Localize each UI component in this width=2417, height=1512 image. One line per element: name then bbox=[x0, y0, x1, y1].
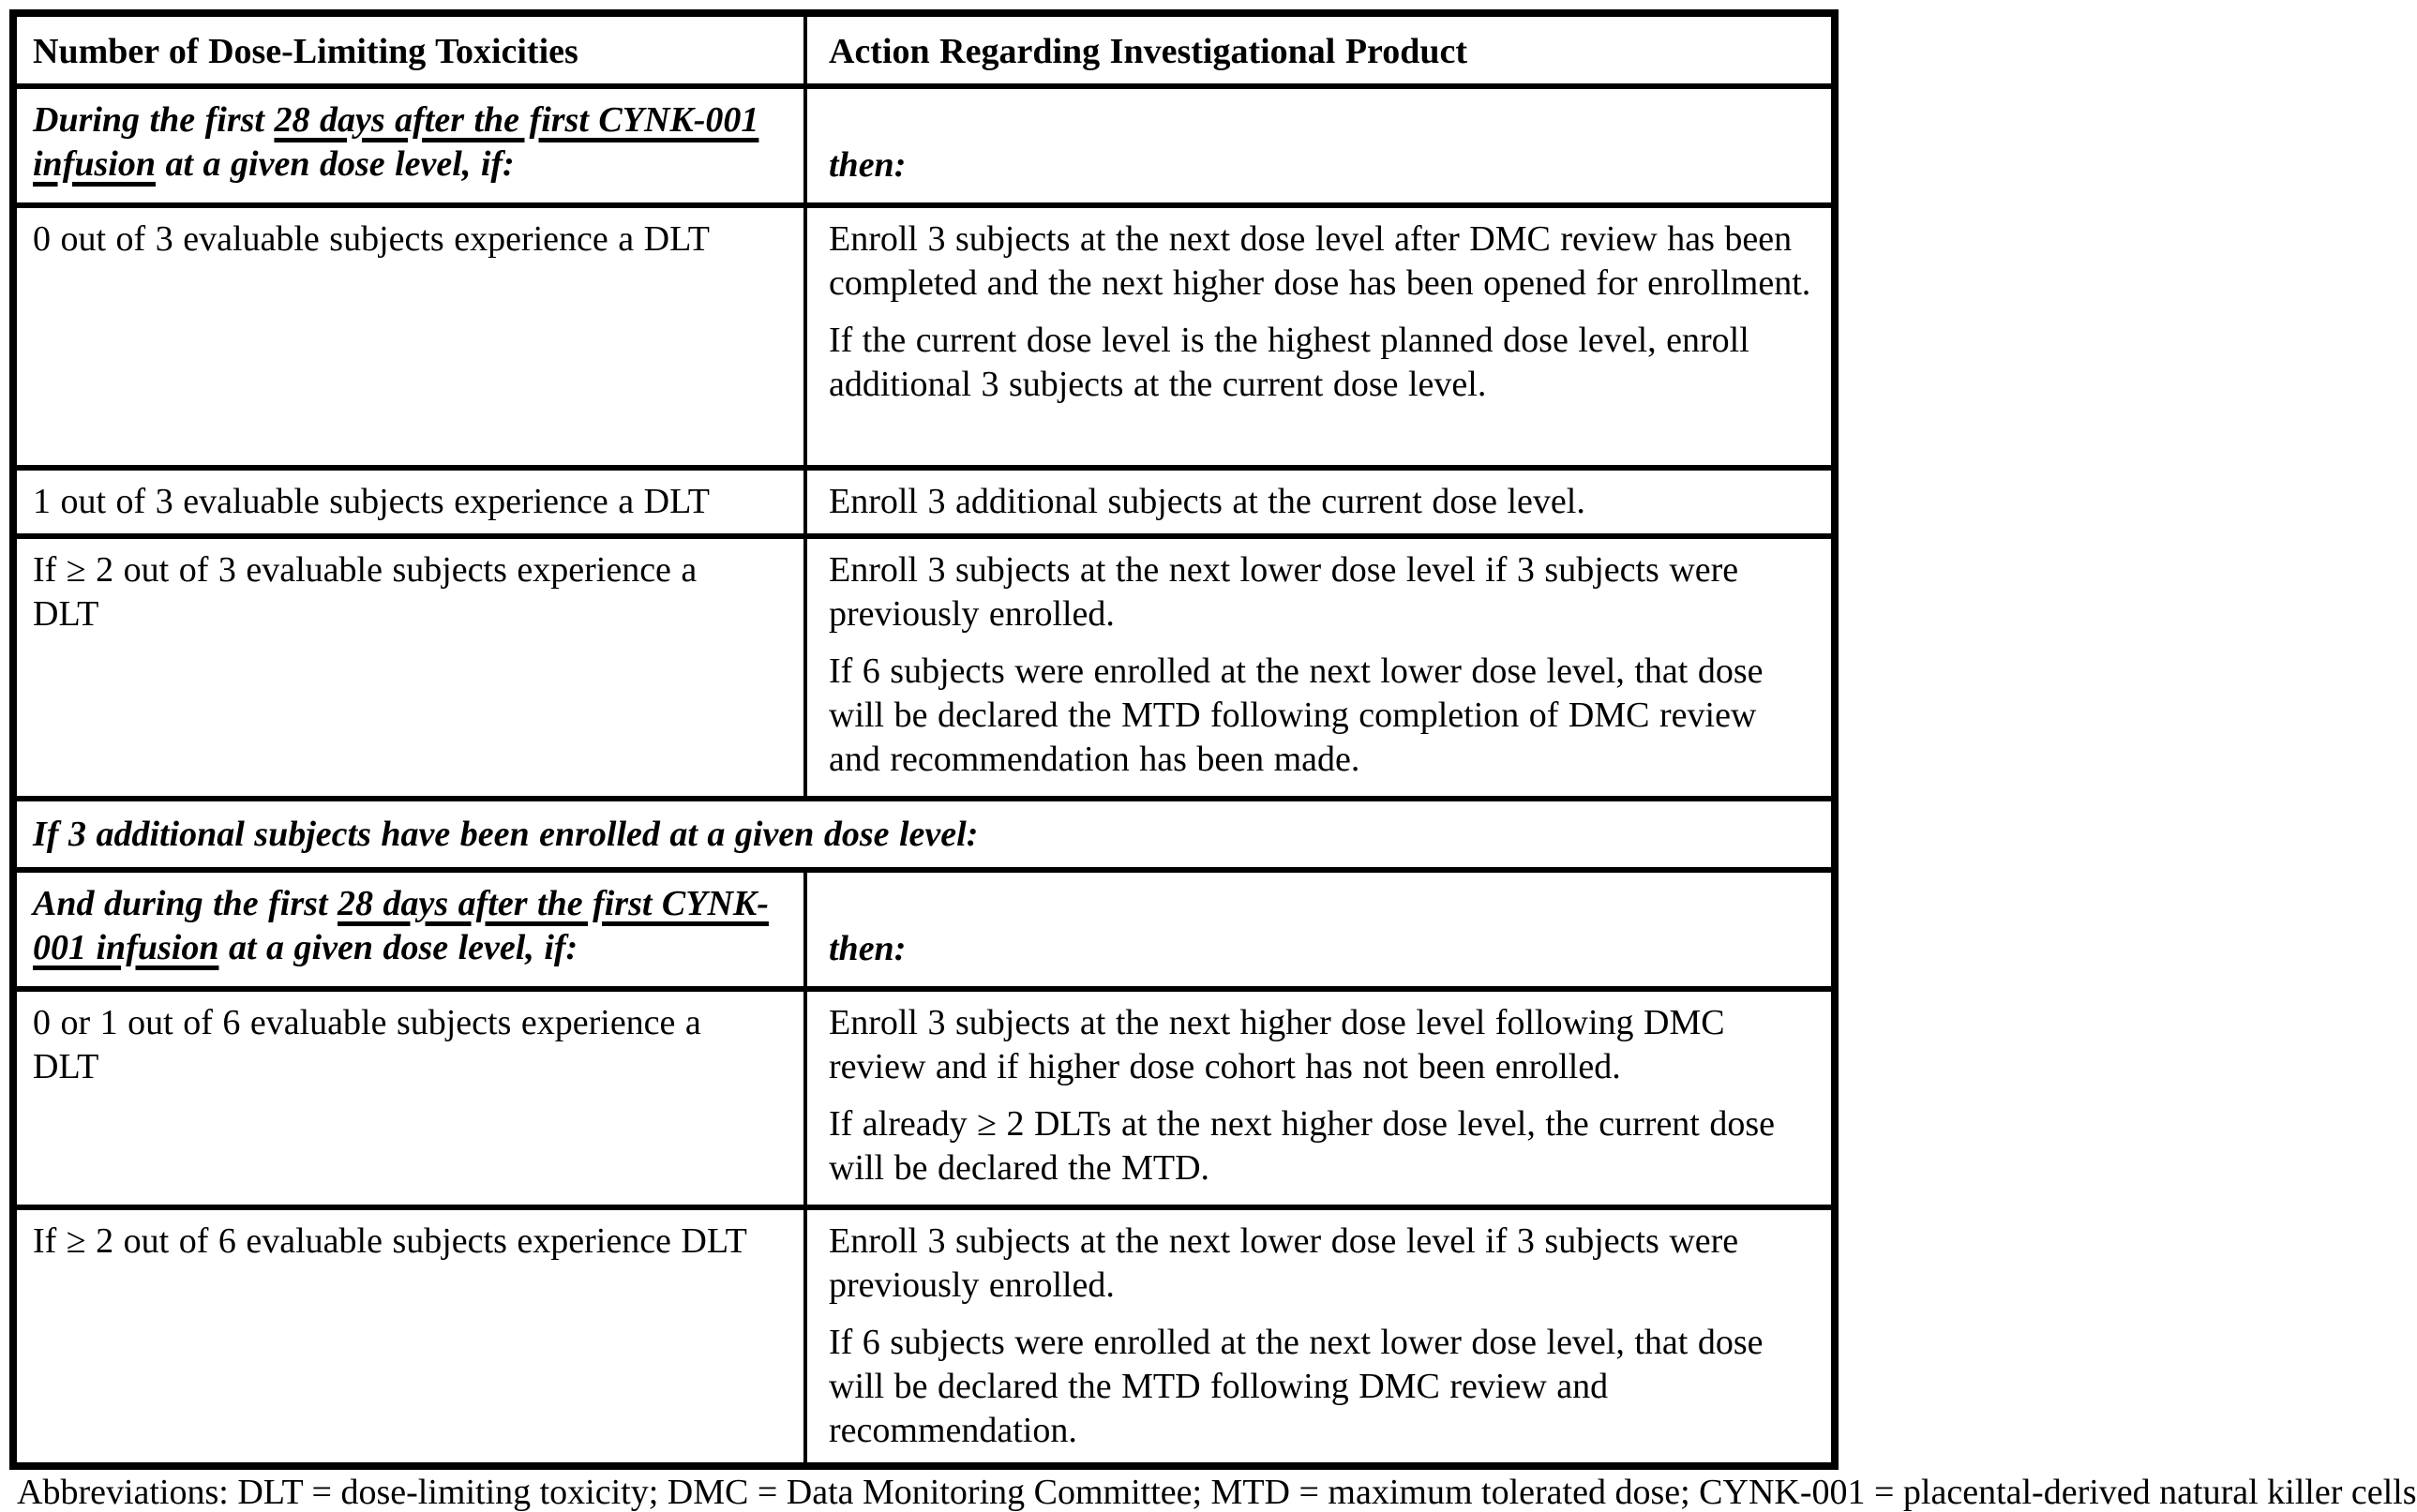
action-paragraph: Enroll 3 subjects at the next lower dose level if 3 subjects were previously enrolled. bbox=[829, 550, 1739, 634]
condition-cell: If ≥ 2 out of 3 evaluable subjects experience a DLT bbox=[13, 536, 805, 799]
action-cell bbox=[805, 468, 1835, 536]
table-row bbox=[13, 1207, 1835, 1466]
condition-cell: 1 out of 3 evaluable subjects experience a DLT bbox=[13, 468, 805, 536]
table-row bbox=[13, 536, 1835, 799]
intro-text-post: at a given dose level, if: bbox=[218, 928, 578, 967]
action-paragraph: Enroll 3 subjects at the next lower dose level if 3 subjects were previously enrolled. bbox=[829, 1221, 1739, 1305]
action-paragraph: Enroll 3 additional subjects at the current dose level. bbox=[829, 482, 1585, 521]
action-paragraph: If already ≥ 2 DLTs at the next higher dose level, the current dose will be declared the MTD. bbox=[829, 1104, 1776, 1188]
condition-cell: 0 out of 3 evaluable subjects experience a DLT bbox=[13, 205, 805, 468]
section2-condition-intro-cell bbox=[13, 870, 805, 989]
header-cell-toxicities: Number of Dose-Limiting Toxicities bbox=[33, 32, 578, 71]
section1-condition-intro-cell bbox=[13, 86, 805, 205]
action-paragraph: Enroll 3 subjects at the next dose level after DMC review has been completed and the next higher dose has been opened for enrollment. bbox=[829, 219, 1811, 303]
action-paragraph: If 6 subjects were enrolled at the next lower dose level, that dose will be declared the MTD following DMC review and recommendation. bbox=[829, 1323, 1764, 1450]
section2-intro-row bbox=[13, 870, 1835, 989]
intro-text-pre: And during the first bbox=[33, 884, 338, 923]
action-cell bbox=[805, 989, 1835, 1207]
section2-then-label: then: bbox=[805, 870, 1835, 989]
section1-then-label: then: bbox=[805, 86, 1835, 205]
action-paragraph: If 6 subjects were enrolled at the next lower dose level, that dose will be declared the MTD following completion of DMC review and recommendation has been made. bbox=[829, 651, 1764, 779]
section1-intro-row bbox=[13, 86, 1835, 205]
action-cell bbox=[805, 536, 1835, 799]
table-row bbox=[13, 989, 1835, 1207]
action-cell bbox=[805, 1207, 1835, 1466]
intro-text-underlined: 28 days after the first CYNK-001 infusion bbox=[33, 100, 759, 184]
action-cell bbox=[805, 205, 1835, 468]
action-paragraph: Enroll 3 subjects at the next higher dose level following DMC review and if higher dose cohort has not been enrolled. bbox=[829, 1003, 1725, 1086]
section2-heading-cell: If 3 additional subjects have been enrolled at a given dose level: bbox=[13, 799, 1835, 870]
header-cell-action: Action Regarding Investigational Product bbox=[805, 13, 1835, 86]
intro-text-pre: During the first bbox=[33, 100, 275, 140]
condition-cell: If ≥ 2 out of 6 evaluable subjects experience DLT bbox=[13, 1207, 805, 1466]
table-header-row bbox=[13, 13, 1835, 86]
section2-heading-row bbox=[13, 799, 1835, 870]
table-row bbox=[13, 468, 1835, 536]
action-paragraph: If the current dose level is the highest planned dose level, enroll additional 3 subjects at the current dose level. bbox=[829, 321, 1749, 404]
intro-text-underlined: 28 days after the first CYNK-001 infusion bbox=[33, 884, 769, 967]
condition-cell: 0 or 1 out of 6 evaluable subjects experience a DLT bbox=[13, 989, 805, 1207]
dose-escalation-table bbox=[9, 9, 1839, 1470]
table-row bbox=[13, 205, 1835, 468]
intro-text-post: at a given dose level, if: bbox=[155, 144, 515, 184]
clipped-footnote-line: Abbreviations: DLT = dose-limiting toxicity; DMC = Data Monitoring Committee; MTD = maximum tolerated dose; CYNK-001 = placental-derived natural killer cells bbox=[17, 1473, 2417, 1512]
